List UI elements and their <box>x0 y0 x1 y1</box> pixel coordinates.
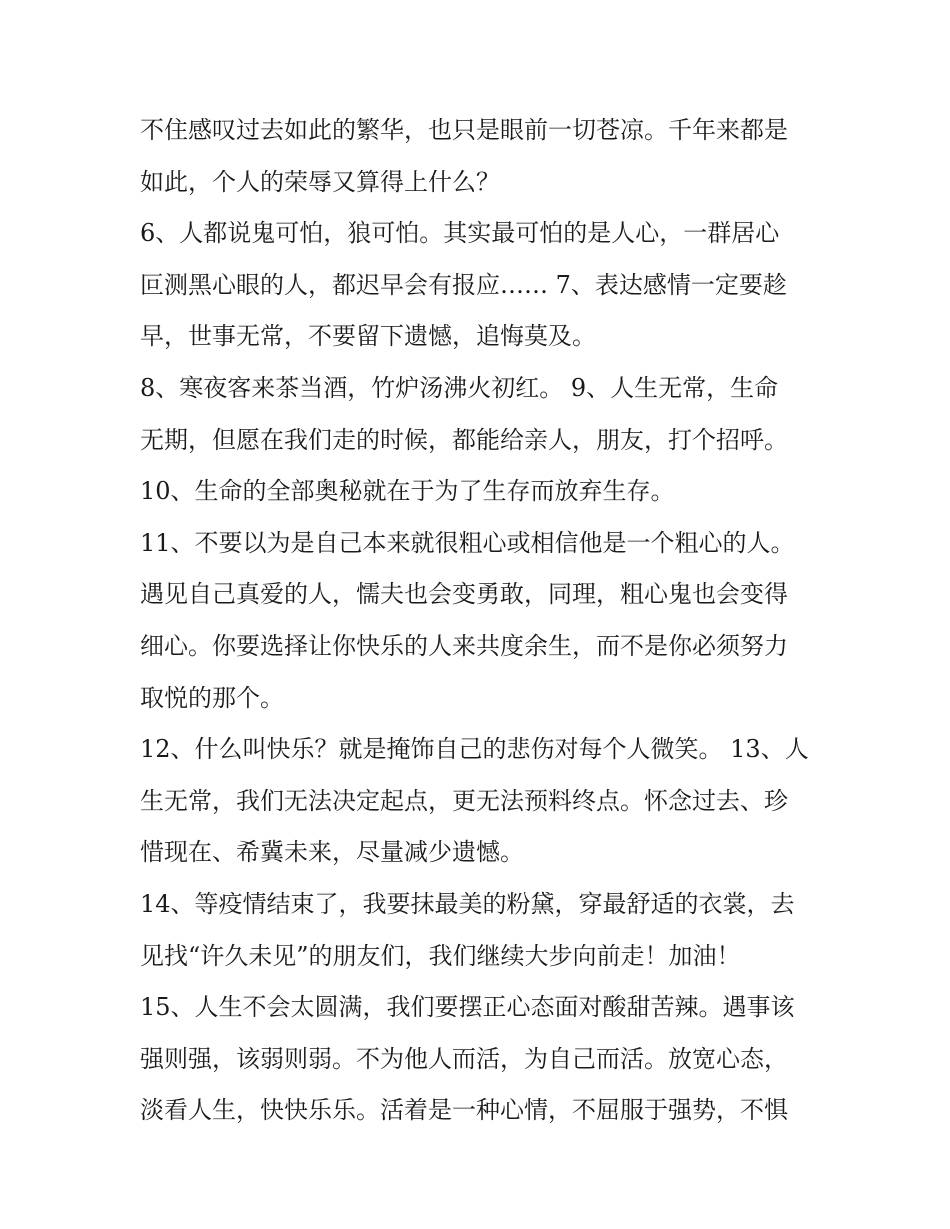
text-line: 早，世事无常，不要留下遗憾，追悔莫及。 <box>140 322 596 351</box>
text-line: 遇见自己真爱的人，懦夫也会变勇敢，同理，粗心鬼也会变得 <box>140 580 788 609</box>
text-line: 细心。你要选择让你快乐的人来共度余生，而不是你必须努力 <box>140 631 788 660</box>
text-line: 8、寒夜客来茶当酒，竹炉汤沸火初红。 9、人生无常，生命 <box>140 373 779 402</box>
body-text <box>140 105 820 1137</box>
text-line: 叵测黑心眼的人，都迟早会有报应…… 7、表达感情一定要趁 <box>140 270 787 299</box>
text-line: 如此，个人的荣辱又算得上什么？ <box>140 167 500 196</box>
text-line: 见找“许久未见”的朋友们，我们继续大步向前走！加油！ <box>140 941 741 970</box>
text-line: 12、什么叫快乐？就是掩饰自己的悲伤对每个人微笑。 13、人 <box>140 735 809 764</box>
text-line: 取悦的那个。 <box>140 683 284 712</box>
text-line: 10、生命的全部奥秘就在于为了生存而放弃生存。 <box>140 477 675 506</box>
text-line: 惜现在、希冀未来，尽量减少遗憾。 <box>140 838 524 867</box>
text-line: 15、人生不会太圆满，我们要摆正心态面对酸甜苦辣。遇事该 <box>140 993 795 1022</box>
text-line: 强则强，该弱则弱。不为他人而活，为自己而活。放宽心态， <box>140 1044 788 1073</box>
text-line: 不住感叹过去如此的繁华，也只是眼前一切苍凉。千年来都是 <box>140 116 788 144</box>
text-line: 淡看人生，快快乐乐。活着是一种心情，不屈服于强势，不惧 <box>140 1096 788 1125</box>
text-line: 11、不要以为是自己本来就很粗心或相信他是一个粗心的人。 <box>140 528 795 557</box>
text-line: 生无常，我们无法决定起点，更无法预料终点。怀念过去、珍 <box>140 786 788 815</box>
text-line: 6、人都说鬼可怕，狼可怕。其实最可怕的是人心，一群居心 <box>140 219 780 248</box>
text-line: 14、等疫情结束了，我要抹最美的粉黛，穿最舒适的衣裳，去 <box>140 889 795 918</box>
text-line: 无期，但愿在我们走的时候，都能给亲人，朋友，打个招呼。 <box>140 425 788 454</box>
